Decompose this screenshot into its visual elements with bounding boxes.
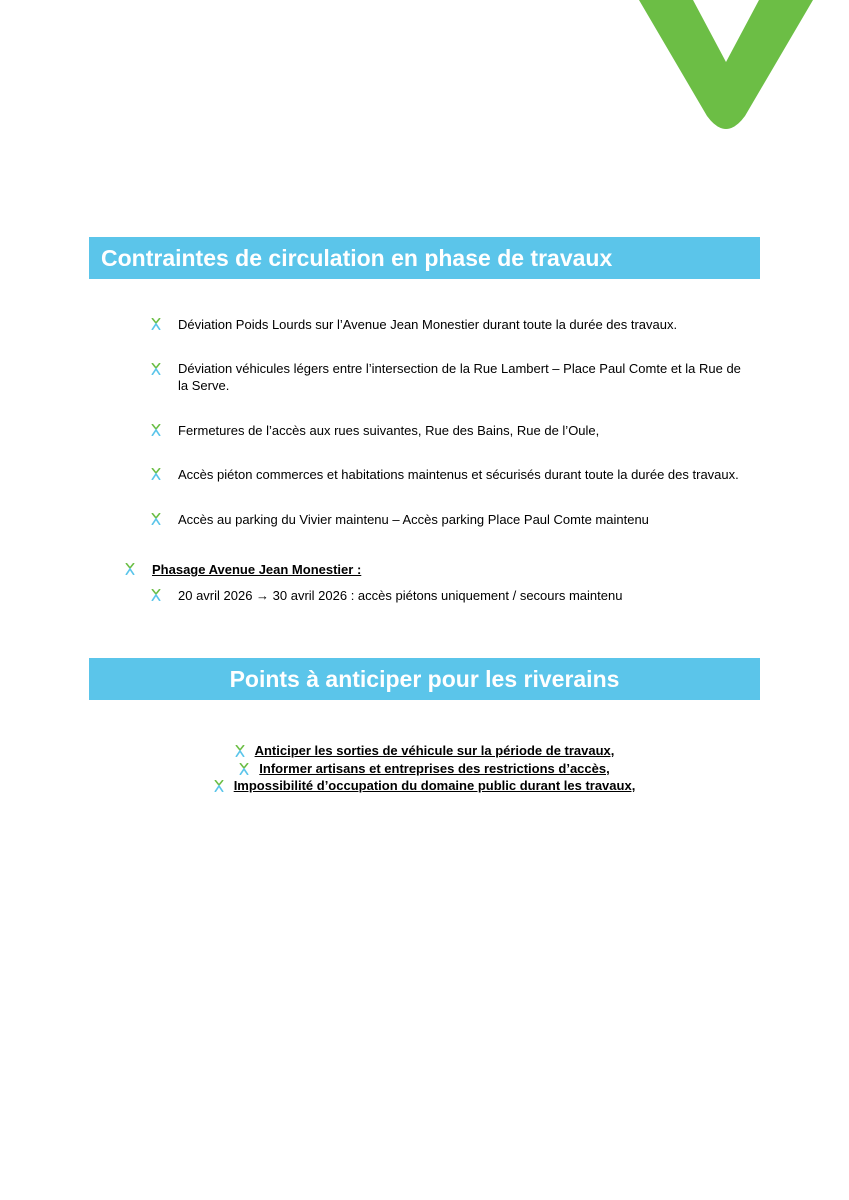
list-item: Accès au parking du Vivier maintenu – Accès parking Place Paul Comte maintenu xyxy=(178,512,649,527)
bullet-icon xyxy=(214,780,224,792)
bullet-icon xyxy=(151,589,161,601)
list-item xyxy=(0,742,849,761)
list-item xyxy=(0,777,849,796)
bullet-icon xyxy=(151,318,161,330)
section-title-points: Points à anticiper pour les riverains xyxy=(89,658,760,700)
list-item: Accès piéton commerces et habitations maintenus et sécurisés durant toute la durée des travaux. xyxy=(178,467,739,482)
list-item: Déviation Poids Lourds sur l’Avenue Jean Monestier durant toute la durée des travaux. xyxy=(178,317,678,332)
section-title-contraintes: Contraintes de circulation en phase de travaux xyxy=(89,237,760,279)
list-item: Déviation véhicules légers entre l’intersection de la Rue Lambert – Place Paul Comte et la Rue de la Serve. xyxy=(178,361,741,393)
bullet-icon xyxy=(151,468,161,480)
list-item-text: Informer artisans et entreprises des restrictions d’accès, xyxy=(259,761,610,776)
v-logo-icon xyxy=(637,0,815,132)
list-item: Fermetures de l’accès aux rues suivantes, Rue des Bains, Rue de l’Oule, xyxy=(178,423,600,438)
list-item xyxy=(0,760,849,779)
bullet-icon xyxy=(151,513,161,525)
phasage-title: Phasage Avenue Jean Monestier : xyxy=(152,562,362,577)
phasage-item: 20 avril 2026 → 30 avril 2026 : accès piétons uniquement / secours maintenu xyxy=(178,588,623,603)
bullet-icon xyxy=(235,745,245,757)
bullet-icon xyxy=(151,363,161,375)
list-item-text: Anticiper les sorties de véhicule sur la période de travaux, xyxy=(254,743,615,758)
bullet-icon xyxy=(125,563,135,575)
bullet-icon xyxy=(239,763,249,775)
list-item-text: Impossibilité d’occupation du domaine public durant les travaux, xyxy=(233,778,636,793)
bullet-icon xyxy=(151,424,161,436)
